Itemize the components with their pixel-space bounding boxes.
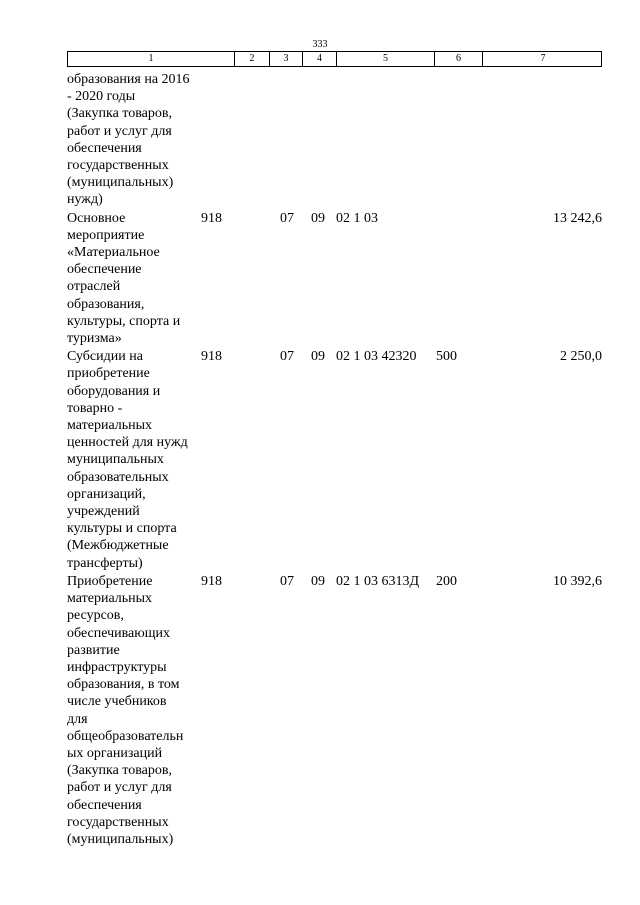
- row-section: 07: [280, 210, 294, 226]
- header-col-4: 4: [303, 52, 337, 66]
- header-col-5: 5: [337, 52, 435, 66]
- header-col-6: 6: [435, 52, 483, 66]
- row-amount: [482, 71, 602, 209]
- row-amount: 10 392,6: [553, 573, 602, 589]
- table-header-row: [67, 51, 602, 67]
- row-section: 07: [280, 349, 294, 365]
- header-col-3: 3: [270, 52, 303, 66]
- header-col-2: 2: [235, 52, 270, 66]
- row-type: [434, 71, 482, 209]
- row-subsection: [302, 71, 336, 209]
- row-type: [434, 210, 482, 348]
- row-name: образования на 2016 - 2020 годы (Закупка товаров, работ и услуг для обеспечения государственных (муниципальных) нужд): [67, 72, 190, 208]
- page-number: 333: [312, 39, 328, 50]
- row-target: [336, 71, 434, 209]
- table-row: [67, 573, 602, 848]
- row-amount: 2 250,0: [560, 349, 602, 365]
- row-type: 500: [436, 349, 457, 365]
- row-spacer: [236, 71, 269, 209]
- row-type: 200: [436, 573, 457, 589]
- row-section: 07: [280, 573, 294, 589]
- header-col-1: 1: [68, 52, 235, 66]
- row-code: 918: [201, 349, 222, 365]
- table-row: [67, 71, 602, 209]
- row-section: [269, 71, 302, 209]
- row-name: Приобретение материальных ресурсов, обеспечивающих развитие инфраструктуры образования, в том числе учебников для общеобразовательн ых организаций (Закупка товаров, работ и услуг для обеспечения государственных (муниципальных): [67, 573, 184, 847]
- table-row: [67, 210, 602, 348]
- row-spacer: [236, 210, 269, 348]
- row-spacer: [236, 348, 269, 572]
- table-row: [67, 348, 602, 572]
- row-subsection: 09: [311, 573, 325, 589]
- row-spacer: [236, 573, 269, 848]
- table-body: [67, 71, 602, 848]
- row-code: 918: [201, 210, 222, 226]
- header-col-7: 7: [540, 53, 546, 64]
- row-target: 02 1 03 6313Д: [336, 573, 420, 589]
- row-code: 918: [201, 573, 222, 589]
- row-target: 02 1 03 42320: [336, 349, 417, 365]
- row-name: Основное мероприятие «Материальное обеспечение отраслей образования, культуры, спорта и туризма»: [67, 210, 181, 347]
- row-subsection: 09: [311, 210, 325, 226]
- row-target: 02 1 03: [336, 210, 378, 226]
- row-code: [200, 71, 236, 209]
- row-amount: 13 242,6: [553, 210, 602, 226]
- row-name: Субсидии на приобретение оборудования и товарно - материальных ценностей для нужд муниципальных образовательных организаций, учреждений культуры и спорта (Межбюджетные трансферты): [67, 349, 188, 571]
- row-subsection: 09: [311, 349, 325, 365]
